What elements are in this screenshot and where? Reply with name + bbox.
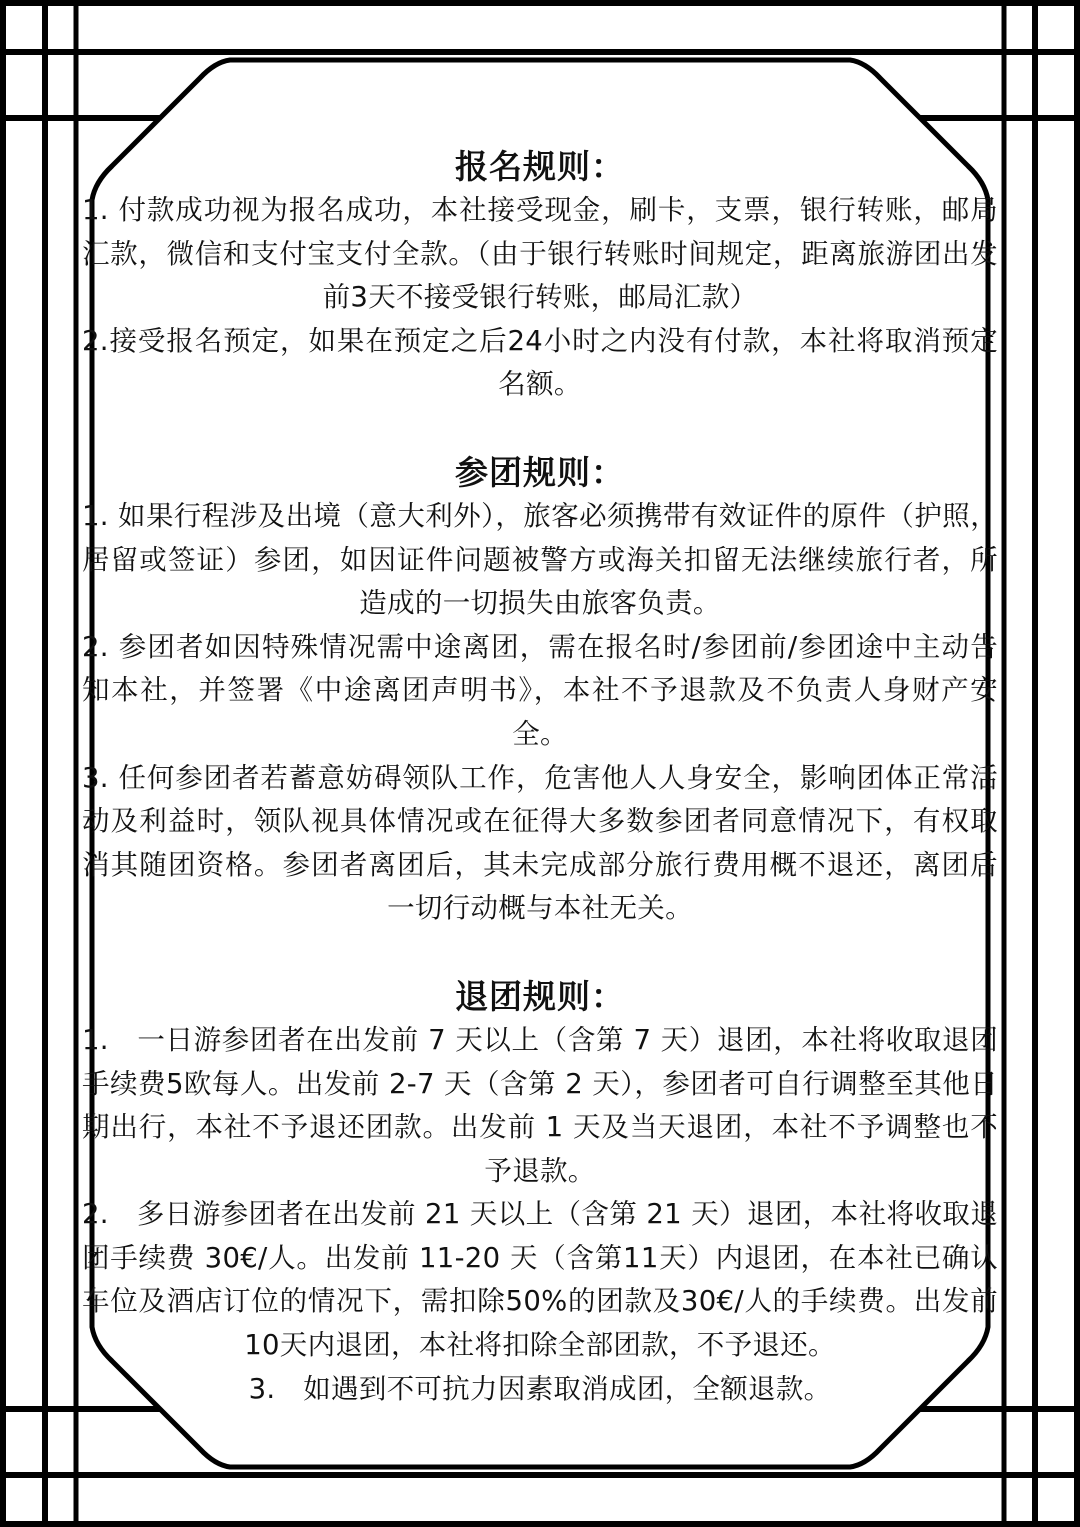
participation-rule-2: 2. 参团者如因特殊情况需中途离团，需在报名时/参团前/参团途中主动告知本社，并签署《中途离团声明书》，本社不予退款及不负责人身财产安全。 xyxy=(82,630,998,750)
registration-rule-1: 1. 付款成功视为报名成功，本社接受现金，刷卡，支票，银行转账，邮局汇款，微信和支付宝支付全款。（由于银行转账时间规定，距离旅游团出发前3天不接受银行转账，邮局汇款） xyxy=(82,194,998,314)
participation-rules-heading: 参团规则： xyxy=(455,452,625,492)
participation-rule-1: 1. 如果行程涉及出境（意大利外），旅客必须携带有效证件的原件（护照，居留或签证）参团，如因证件问题被警方或海关扣留无法继续旅行者，所造成的一切损失由旅客负责。 xyxy=(82,499,998,620)
rules-document xyxy=(82,145,998,1411)
registration-rule-2: 2.接受报名预定，如果在预定之后24小时之内没有付款，本社将取消预定名额。 xyxy=(82,324,998,401)
cancellation-rules-section xyxy=(82,975,998,1411)
participation-rules-section xyxy=(82,451,998,931)
participation-rule-3: 3. 任何参团者若蓄意妨碍领队工作，危害他人人身安全，影响团体正常活动及利益时，领队视具体情况或在征得大多数参团者同意情况下，有权取消其随团资格。参团者离团后，其未完成部分旅行费用概不退还，离团后一切行动概与本社无关。 xyxy=(82,761,998,925)
registration-rules-heading: 报名规则： xyxy=(455,147,625,186)
registration-rules-section xyxy=(82,145,998,407)
cancellation-rule-3: 3. 如遇到不可抗力因素取消成团，全额退款。 xyxy=(248,1372,832,1405)
cancellation-rule-2: 2. 多日游参团者在出发前 21 天以上（含第 21 天）退团，本社将收取退团手续费 30€/人。出发前 11-20 天（含第11天）内退团，在本社已确认车位及酒店订位的情况下，需扣除50%的团款及30€/人的手续费。出发前10天内退团，本社将扣除全部团款，不予退还。 xyxy=(82,1198,998,1362)
cancellation-rules-heading: 退团规则： xyxy=(455,976,625,1016)
cancellation-rule-1: 1. 一日游参团者在出发前 7 天以上（含第 7 天）退团，本社将收取退团手续费5欧每人。出发前 2-7 天（含第 2 天），参团者可自行调整至其他日期出行，本社不予退还团款。出发前 1 天及当天退团，本社不予调整也不予退款。 xyxy=(82,1023,998,1187)
